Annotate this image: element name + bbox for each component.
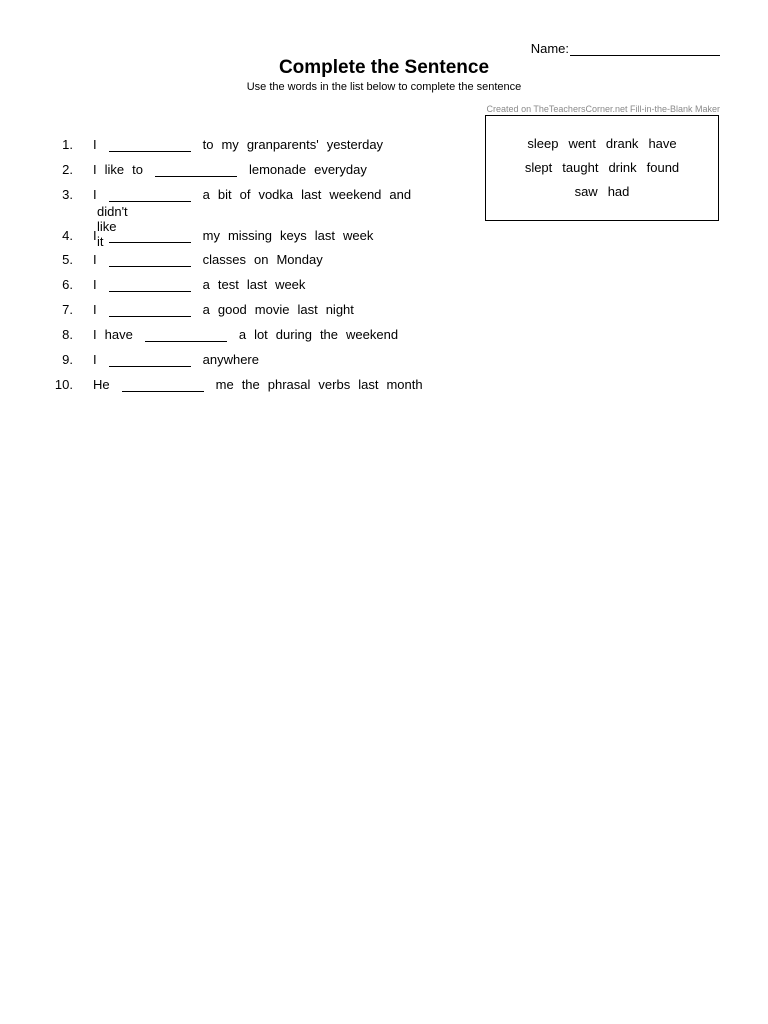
question-text — [93, 187, 419, 202]
question-number: 8. — [62, 327, 73, 342]
word-bank-box — [485, 115, 719, 221]
question-number: 5. — [62, 252, 73, 267]
question-word: I — [93, 187, 97, 202]
question-word: everyday — [314, 162, 367, 177]
question-word: I — [93, 302, 97, 317]
question-word: month — [386, 377, 423, 392]
question-word: I — [93, 327, 97, 342]
question-word: didn't — [97, 204, 128, 219]
word-bank-word: sleep — [527, 136, 559, 151]
question-word: I — [93, 162, 97, 177]
name-field — [531, 40, 720, 56]
word-bank-row — [486, 184, 718, 208]
question-word: vodka — [258, 187, 294, 202]
question-text — [93, 277, 313, 292]
question-word: a — [202, 277, 210, 292]
instructions: Use the words in the list below to complete the sentence — [246, 81, 522, 93]
answer-blank[interactable] — [109, 277, 191, 292]
question-word: keys — [280, 228, 307, 243]
name-label: Name: — [530, 41, 569, 56]
question-word: lemonade — [248, 162, 307, 177]
question-word: on — [253, 252, 269, 267]
question-word: my — [202, 228, 220, 243]
question-text — [93, 352, 267, 367]
question-word: lot — [254, 327, 268, 342]
question-number: 4. — [62, 228, 73, 243]
word-bank-word: had — [607, 184, 630, 199]
question-word: my — [221, 137, 239, 152]
word-bank-row — [486, 136, 718, 160]
answer-blank[interactable] — [122, 377, 204, 392]
question-word: the — [241, 377, 260, 392]
question-word: verbs — [318, 377, 351, 392]
question-word: a — [202, 302, 210, 317]
question-word: a — [238, 327, 247, 342]
question-text — [93, 327, 406, 342]
question-word: it — [97, 234, 104, 249]
question-text — [93, 228, 381, 243]
question-word: good — [217, 302, 247, 317]
question-number: 10. — [54, 377, 73, 392]
question-text — [93, 377, 431, 392]
question-word: me — [215, 377, 234, 392]
question-word: I — [93, 252, 97, 267]
question-word: to — [132, 162, 143, 177]
question-word: of — [239, 187, 251, 202]
word-bank-word: drank — [605, 136, 639, 151]
question-word: weekend — [329, 187, 382, 202]
question-word: I — [93, 277, 97, 292]
word-bank-word: have — [648, 136, 677, 151]
question-number: 6. — [62, 277, 73, 292]
question-word: phrasal — [267, 377, 311, 392]
question-word: granparents' — [246, 137, 319, 152]
answer-blank[interactable] — [145, 327, 227, 342]
question-word: bit — [217, 187, 232, 202]
word-bank-word: taught — [562, 160, 599, 175]
question-word: missing — [227, 228, 273, 243]
credit-text: Created on TheTeachersCorner.net Fill-in-the-Blank Maker — [486, 104, 720, 114]
word-bank-word: went — [568, 136, 596, 151]
question-word: movie — [254, 302, 290, 317]
question-text — [93, 302, 362, 317]
question-word: week — [343, 228, 374, 243]
question-word: I — [93, 228, 97, 243]
answer-blank[interactable] — [109, 302, 191, 317]
question-word: have — [104, 327, 133, 342]
question-number: 9. — [62, 352, 73, 367]
question-number: 1. — [62, 137, 73, 152]
question-word: night — [325, 302, 354, 317]
question-word: I — [93, 352, 97, 367]
question-word: classes — [202, 252, 246, 267]
answer-blank[interactable] — [109, 137, 191, 152]
question-word: to — [202, 137, 214, 152]
word-bank-word: saw — [574, 184, 598, 199]
word-bank-row — [486, 160, 718, 184]
word-bank-word: drink — [608, 160, 637, 175]
question-word: He — [93, 377, 110, 392]
question-word: last — [358, 377, 379, 392]
question-word: I — [93, 137, 97, 152]
question-word: last — [301, 187, 322, 202]
question-word: last — [314, 228, 336, 243]
question-word: Monday — [276, 252, 323, 267]
answer-blank[interactable] — [109, 252, 191, 267]
question-word: yesterday — [326, 137, 384, 152]
answer-blank[interactable] — [155, 162, 237, 177]
question-number: 7. — [62, 302, 73, 317]
page-title: Complete the Sentence — [278, 57, 490, 78]
question-text — [93, 252, 331, 267]
question-word: a — [202, 187, 210, 202]
word-bank-word: slept — [524, 160, 553, 175]
question-word: weekend — [346, 327, 399, 342]
question-text — [93, 162, 375, 177]
question-word: during — [275, 327, 312, 342]
name-blank-line[interactable] — [570, 40, 720, 56]
answer-blank[interactable] — [109, 228, 191, 243]
answer-blank[interactable] — [109, 352, 191, 367]
word-bank-word: found — [646, 160, 680, 175]
question-word: test — [217, 277, 239, 292]
question-word: like — [97, 219, 117, 234]
question-word: last — [246, 277, 268, 292]
question-word: last — [297, 302, 318, 317]
question-number: 2. — [62, 162, 73, 177]
question-number: 3. — [62, 187, 73, 202]
question-word: anywhere — [202, 352, 259, 367]
question-word: like — [104, 162, 125, 177]
question-word: week — [275, 277, 306, 292]
question-text — [93, 137, 391, 152]
question-word: and — [389, 187, 412, 202]
answer-blank[interactable] — [109, 187, 191, 202]
question-word: the — [319, 327, 339, 342]
